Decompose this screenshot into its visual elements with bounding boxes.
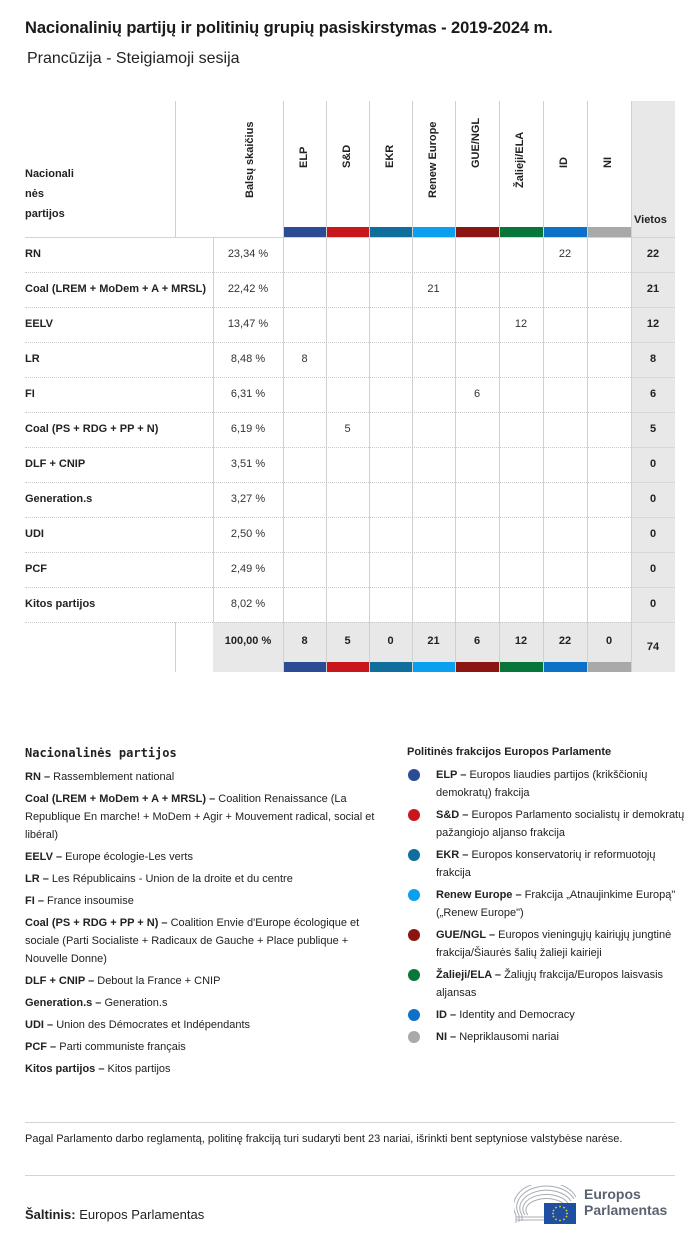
legend-desc: France insoumise: [47, 895, 134, 907]
group-color-bar: [500, 227, 543, 237]
party-name: Coal (LREM + MoDem + A + MRSL): [25, 283, 207, 295]
group-seat-total: 5: [344, 635, 351, 647]
grand-seat-total: 74: [646, 641, 660, 653]
logo-wordmark: [584, 1186, 667, 1218]
legend-sep: –: [43, 1019, 57, 1031]
seats-column-header: Vietos: [634, 214, 667, 226]
group-seat-total: 0: [387, 635, 394, 647]
group-color-bar: [544, 227, 587, 237]
grid-line: [25, 482, 631, 483]
legend-sep: –: [447, 1031, 460, 1043]
vote-share: 23,34 %: [227, 248, 269, 260]
legend-desc: Les Républicains - Union de la droite et du centre: [51, 873, 293, 885]
group-seat-total: 22: [558, 635, 572, 647]
legend-sep: –: [39, 873, 52, 885]
party-header-line: partijos: [25, 208, 65, 220]
group-column-header: ELP: [297, 146, 310, 168]
legend-desc: Rassemblement national: [53, 771, 175, 783]
row-seat-total: 12: [646, 318, 660, 330]
legend-abbr: LR: [25, 873, 40, 885]
group-color-bar: [370, 662, 412, 672]
political-group-legend-item: [407, 1028, 687, 1046]
national-party-legend-item: [25, 790, 385, 844]
seat-cell: 22: [558, 248, 572, 260]
grid-line: [631, 587, 675, 588]
group-seat-total: 12: [514, 635, 528, 647]
legend-abbr: EKR: [436, 849, 460, 861]
legend-abbr: ELP: [436, 769, 458, 781]
legend-sep: –: [40, 771, 54, 783]
group-column-header: Žalieji/ELA: [514, 131, 526, 188]
party-header-line: Nacionali: [25, 168, 74, 180]
political-group-legend-item: [407, 806, 687, 842]
vote-share: 6,19 %: [230, 423, 266, 435]
national-parties-legend-title: Nacionalinės partijos: [25, 746, 177, 760]
row-seat-total: 8: [649, 353, 657, 365]
legend-sep: –: [491, 969, 505, 981]
legend-sep: –: [512, 889, 525, 901]
grid-line: [25, 342, 631, 343]
page-title: Nacionalinių partijų ir politinių grupių pasiskirstymas - 2019-2024 m.: [25, 19, 553, 37]
grid-line: [25, 587, 631, 588]
group-color-dot-icon: [408, 929, 420, 941]
group-color-bar: [413, 227, 455, 237]
legend-desc: Žaliųjų frakcija/Europos laisvasis aljansas: [436, 969, 664, 999]
grid-line: [631, 342, 675, 343]
row-seat-total: 0: [649, 458, 657, 470]
political-group-legend-item: [407, 886, 687, 922]
group-color-bar: [500, 662, 543, 672]
legend-sep: –: [92, 997, 105, 1009]
party-name: DLF + CNIP: [25, 458, 86, 470]
grid-line: [631, 377, 675, 378]
seat-cell: 5: [344, 423, 351, 435]
group-color-dot-icon: [408, 809, 420, 821]
group-column-header: GUE/NGL: [470, 117, 482, 168]
vote-share: 2,50 %: [230, 528, 266, 540]
group-color-dot-icon: [408, 1031, 420, 1043]
national-party-legend-item: [25, 1016, 385, 1034]
grid-line: [175, 622, 176, 672]
row-seat-total: 5: [649, 423, 657, 435]
votes-column-header: Balsų skaičius: [244, 121, 256, 198]
grid-line: [25, 412, 631, 413]
group-color-dot-icon: [408, 849, 420, 861]
national-party-legend-item: [25, 972, 385, 990]
logo-line: Parlamentas: [584, 1202, 668, 1218]
grid-line: [631, 412, 675, 413]
legend-abbr: S&D: [436, 809, 460, 821]
legend-abbr: FI: [25, 895, 35, 907]
grid-line: [25, 307, 631, 308]
political-groups-legend-title: Politinės frakcijos Europos Parlamente: [407, 746, 612, 758]
legend-desc: Union des Démocrates et Indépendants: [56, 1019, 251, 1031]
grid-line: [631, 517, 675, 518]
political-group-legend-item: [407, 926, 687, 962]
vote-share: 13,47 %: [227, 318, 269, 330]
legend-desc: Europos liaudies partijos (krikščionių demokratų) frakcija: [436, 769, 648, 799]
party-name: PCF: [25, 563, 47, 575]
row-seat-total: 22: [646, 248, 660, 260]
grid-line: [25, 517, 631, 518]
party-name: LR: [25, 353, 40, 365]
legend-abbr: Coal (LREM + MoDem + A + MRSL): [25, 793, 207, 805]
grid-line: [25, 377, 631, 378]
legend-desc: Europe écologie-Les verts: [65, 851, 193, 863]
grid-line: [25, 552, 631, 553]
legend-abbr: Renew Europe: [436, 889, 513, 901]
group-color-dot-icon: [408, 1009, 420, 1021]
national-party-legend-item: [25, 870, 385, 888]
row-seat-total: 0: [649, 598, 657, 610]
legend-abbr: RN: [25, 771, 41, 783]
group-seat-total: 0: [605, 635, 613, 647]
total-vote-share: 100,00 %: [224, 635, 272, 647]
group-column-header: NI: [602, 157, 614, 168]
grid-line: [631, 307, 675, 308]
legend-sep: –: [485, 929, 499, 941]
source-label: Šaltinis:: [25, 1207, 76, 1222]
row-seat-total: 0: [649, 563, 657, 575]
grid-line: [25, 622, 631, 623]
group-column-header: ID: [558, 157, 570, 168]
grid-line: [25, 447, 631, 448]
row-seat-total: 6: [649, 388, 657, 400]
group-color-bar: [544, 662, 587, 672]
grid-line: [631, 447, 675, 448]
group-column-header: S&D: [340, 144, 353, 168]
group-seat-total: 8: [301, 635, 308, 647]
seat-cell: 21: [427, 283, 440, 295]
party-name: EELV: [25, 318, 53, 330]
group-color-bar: [284, 227, 326, 237]
legend-desc: Identity and Democracy: [459, 1009, 575, 1021]
political-group-legend-item: [407, 766, 687, 802]
legend-abbr: GUE/NGL: [436, 929, 486, 941]
vote-share: 6,31 %: [230, 388, 266, 400]
grid-line: [631, 552, 675, 553]
seat-cell: 12: [514, 318, 528, 330]
national-parties-legend: [25, 746, 385, 1082]
source-value: Europos Parlamentas: [79, 1207, 205, 1222]
political-group-legend-item: [407, 1006, 687, 1024]
source-credit: [25, 1207, 204, 1222]
logo-line: Europos: [584, 1186, 641, 1202]
political-group-legend-item: [407, 966, 687, 1002]
grid-line: [631, 482, 675, 483]
legend-abbr: NI: [436, 1031, 447, 1043]
group-color-bar: [456, 227, 499, 237]
group-color-bar: [413, 662, 455, 672]
legend-desc: Europos vieningųjų kairiųjų jungtinė frakcija/Šiaurės šalių žalieji kairieji: [436, 929, 672, 959]
group-color-bar: [327, 662, 369, 672]
group-color-dot-icon: [408, 969, 420, 981]
grid-line: [25, 237, 675, 238]
legend-sep: –: [206, 793, 219, 805]
legend-desc: Coalition Envie d'Europe écologique et sociale (Parti Socialiste + Radicaux de Gauche + Place publique + Nouvelle Donne): [25, 917, 360, 965]
row-seat-total: 0: [649, 528, 657, 540]
party-column-header: [25, 164, 74, 224]
legend-desc: Frakcija „Atnaujinkime Europą" („Renew Europe"): [436, 889, 676, 919]
group-color-bar: [588, 227, 631, 237]
grid-line: [631, 272, 675, 273]
national-party-legend-item: [25, 914, 385, 968]
legend-sep: –: [95, 1063, 108, 1075]
legend-sep: –: [447, 1009, 460, 1021]
legend-abbr: ID: [436, 1009, 447, 1021]
party-name: UDI: [25, 528, 44, 540]
seat-cell: 6: [473, 388, 481, 400]
divider: [25, 1175, 675, 1176]
european-parliament-logo: [514, 1185, 679, 1225]
rules-note: Pagal Parlamento darbo reglamentą, politinę frakciją turi sudaryti bent 23 nariai, išrinkti bent septyniose valstybėse narėse.: [25, 1133, 623, 1145]
legend-sep: –: [47, 1041, 60, 1053]
seat-cell: 8: [301, 353, 308, 365]
legend-desc: Generation.s: [104, 997, 168, 1009]
legend-abbr: Žalieji/ELA: [436, 969, 492, 981]
political-groups-legend: [407, 746, 687, 1050]
grid-line: [631, 622, 675, 623]
group-seat-total: 21: [427, 635, 440, 647]
vote-share: 3,51 %: [230, 458, 266, 470]
legend-sep: –: [34, 895, 48, 907]
national-party-legend-item: [25, 1038, 385, 1056]
legend-desc: Kitos partijos: [107, 1063, 171, 1075]
group-color-bar: [588, 662, 631, 672]
group-column-header: EKR: [383, 144, 396, 168]
legend-abbr: EELV: [25, 851, 53, 863]
legend-desc: Europos konservatorių ir reformuotojų frakcija: [436, 849, 656, 879]
national-party-legend-item: [25, 994, 385, 1012]
party-name: RN: [25, 248, 41, 260]
legend-abbr: DLF + CNIP: [25, 975, 86, 987]
legend-abbr: PCF: [25, 1041, 47, 1053]
national-party-legend-item: [25, 848, 385, 866]
legend-sep: –: [459, 849, 472, 861]
vote-share: 3,27 %: [230, 493, 266, 505]
party-name: FI: [25, 388, 35, 400]
legend-sep: –: [457, 769, 470, 781]
legend-abbr: Generation.s: [25, 997, 93, 1009]
legend-desc: Debout la France + CNIP: [97, 975, 221, 987]
national-party-legend-item: [25, 1060, 385, 1078]
legend-desc: Coalition Renaissance (La Republique En marche! + MoDem + Agir + Mouvement radical, social et libéral): [25, 793, 375, 841]
national-party-legend-item: [25, 768, 385, 786]
hemicycle-flag-icon: [514, 1185, 578, 1225]
group-color-bar: [456, 662, 499, 672]
vote-share: 22,42 %: [227, 283, 269, 295]
legend-abbr: UDI: [25, 1019, 44, 1031]
group-color-bar: [284, 662, 326, 672]
vote-share: 8,48 %: [230, 353, 266, 365]
group-column-header: Renew Europe: [426, 121, 439, 198]
legend-desc: Parti communiste français: [59, 1041, 186, 1053]
legend-sep: –: [52, 851, 66, 863]
grid-line: [25, 272, 631, 273]
legend-sep: –: [158, 917, 171, 929]
vote-share: 8,02 %: [230, 598, 266, 610]
legend-abbr: Kitos partijos: [25, 1063, 96, 1075]
legend-desc: Nepriklausomi nariai: [459, 1031, 559, 1043]
row-seat-total: 0: [649, 493, 657, 505]
party-header-line: nės: [25, 188, 44, 200]
group-color-bar: [327, 227, 369, 237]
group-color-dot-icon: [408, 769, 420, 781]
grid-line: [175, 101, 176, 237]
row-seat-total: 21: [646, 283, 660, 295]
party-name: Generation.s: [25, 493, 93, 505]
group-seat-total: 6: [473, 635, 481, 647]
legend-desc: Europos Parlamento socialistų ir demokratų pažangiojo aljanso frakcija: [436, 809, 685, 839]
party-name: Coal (PS + RDG + PP + N): [25, 423, 159, 435]
page-subtitle: Prancūzija - Steigiamoji sesija: [27, 50, 240, 67]
vote-share: 2,49 %: [230, 563, 266, 575]
group-color-bar: [370, 227, 412, 237]
divider: [25, 1122, 675, 1123]
legend-abbr: Coal (PS + RDG + PP + N): [25, 917, 159, 929]
national-party-legend-item: [25, 892, 385, 910]
legend-sep: –: [459, 809, 472, 821]
legend-sep: –: [85, 975, 98, 987]
party-name: Kitos partijos: [25, 598, 96, 610]
group-color-dot-icon: [408, 889, 420, 901]
political-group-legend-item: [407, 846, 687, 882]
